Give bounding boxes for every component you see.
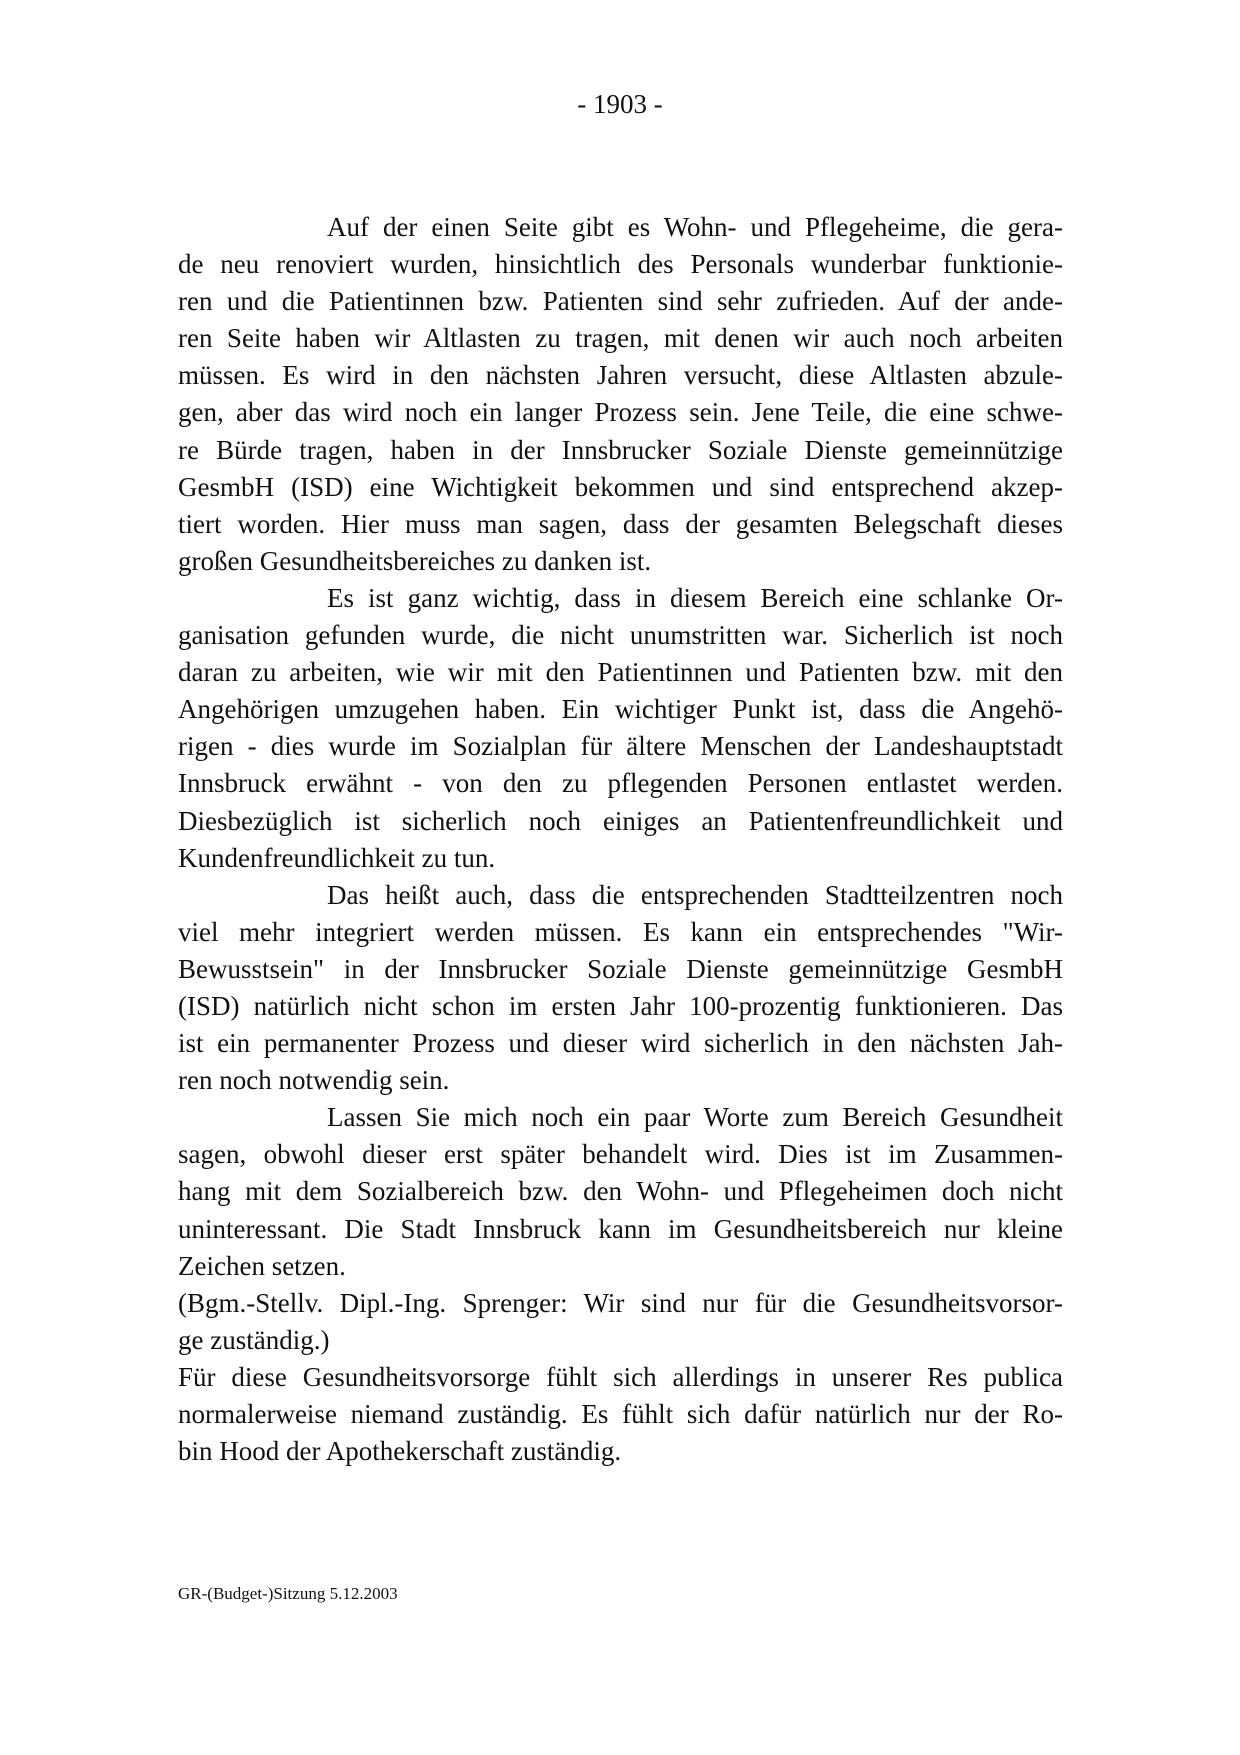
text-line: Das heißt auch, dass die entsprechenden Stadtteilzentren noch [327, 879, 1063, 910]
text-line: sagen, obwohl dieser erst später behandelt wird. Dies ist im Zusammen- [178, 1139, 1063, 1170]
text-line: normalerweise niemand zuständig. Es fühlt sich dafür natürlich nur der Ro- [178, 1399, 1063, 1429]
text-line: daran zu arbeiten, wie wir mit den Patientinnen und Patienten bzw. mit den [178, 657, 1063, 688]
text-line: uninteressant. Die Stadt Innsbruck kann im Gesundheitsbereich nur kleine [178, 1213, 1063, 1244]
document-body [178, 209, 1063, 1470]
text-line: ren Seite haben wir Altlasten zu tragen, mit denen wir auch noch arbeiten [178, 323, 1063, 354]
paragraph-district-centres [178, 877, 1063, 1100]
text-line: re Bürde tragen, haben in der Innsbrucker Soziale Dienste gemeinnützige [178, 434, 1063, 465]
text-line: Diesbezüglich ist sicherlich noch einiges an Patientenfreundlichkeit und [178, 805, 1063, 836]
text-line: ren noch notwendig sein. [178, 1065, 450, 1096]
text-line: GesmbH (ISD) eine Wichtigkeit bekommen und sind entsprechend akzep- [178, 471, 1063, 502]
text-line: de neu renoviert wurden, hinsichtlich des Personals wunderbar funktionie- [178, 249, 1063, 280]
text-line: Auf der einen Seite gibt es Wohn- und Pflegeheime, die gera- [327, 212, 1063, 242]
text-line: Lassen Sie mich noch ein paar Worte zum Bereich Gesundheit [327, 1102, 1063, 1133]
text-line: ist ein permanenter Prozess und dieser wird sicherlich in den nächsten Jah- [178, 1028, 1063, 1059]
interjection-sprenger [178, 1285, 1063, 1359]
text-line: ge zuständig.) [178, 1324, 330, 1355]
text-line: tiert worden. Hier muss man sagen, dass der gesamten Belegschaft dieses [178, 508, 1063, 539]
text-line: (Bgm.-Stellv. Dipl.-Ing. Sprenger: Wir sind nur für die Gesundheitsvorsor- [178, 1287, 1063, 1318]
text-line: müssen. Es wird in den nächsten Jahren versucht, diese Altlasten abzule- [178, 360, 1063, 391]
paragraph-health-care-responsibility [178, 1359, 1063, 1470]
paragraph-organisation [178, 580, 1063, 877]
footer-session-label: GR-(Budget-)Sitzung 5.12.2003 [178, 1584, 398, 1603]
text-line: großen Gesundheitsbereiches zu danken ist. [178, 545, 652, 576]
page-number: - 1903 - [577, 89, 663, 119]
text-line: Bewusstsein" in der Innsbrucker Soziale Dienste gemeinnützige GesmbH [178, 953, 1063, 984]
text-line: ren und die Patientinnen bzw. Patienten sind sehr zufrieden. Auf der ande- [178, 286, 1063, 317]
text-line: gen, aber das wird noch ein langer Prozess sein. Jene Teile, die eine schwe- [178, 397, 1063, 428]
text-line: bin Hood der Apothekerschaft zuständig. [178, 1436, 622, 1467]
text-line: Kundenfreundlichkeit zu tun. [178, 842, 496, 873]
text-line: rigen - dies wurde im Sozialplan für ältere Menschen der Landeshauptstadt [178, 731, 1063, 762]
text-line: Es ist ganz wichtig, dass in diesem Bereich eine schlanke Or- [327, 582, 1063, 613]
text-line: hang mit dem Sozialbereich bzw. den Wohn- und Pflegeheimen doch nicht [178, 1176, 1063, 1207]
text-line: Innsbruck erwähnt - von den zu pflegenden Personen entlastet werden. [178, 768, 1063, 799]
text-line: Angehörigen umzugehen haben. Ein wichtiger Punkt ist, dass die Angehö- [178, 694, 1063, 725]
text-line: (ISD) natürlich nicht schon im ersten Jahr 100-prozentig funktionieren. Das [178, 990, 1063, 1021]
text-line: Zeichen setzen. [178, 1250, 346, 1281]
text-line: Für diese Gesundheitsvorsorge fühlt sich allerdings in unserer Res publica [178, 1361, 1063, 1392]
text-line: ganisation gefunden wurde, die nicht unumstritten war. Sicherlich ist noch [178, 620, 1063, 651]
text-line: viel mehr integriert werden müssen. Es kann ein entsprechendes "Wir- [178, 916, 1063, 947]
paragraph-care-homes [178, 209, 1063, 580]
paragraph-health [178, 1099, 1063, 1284]
